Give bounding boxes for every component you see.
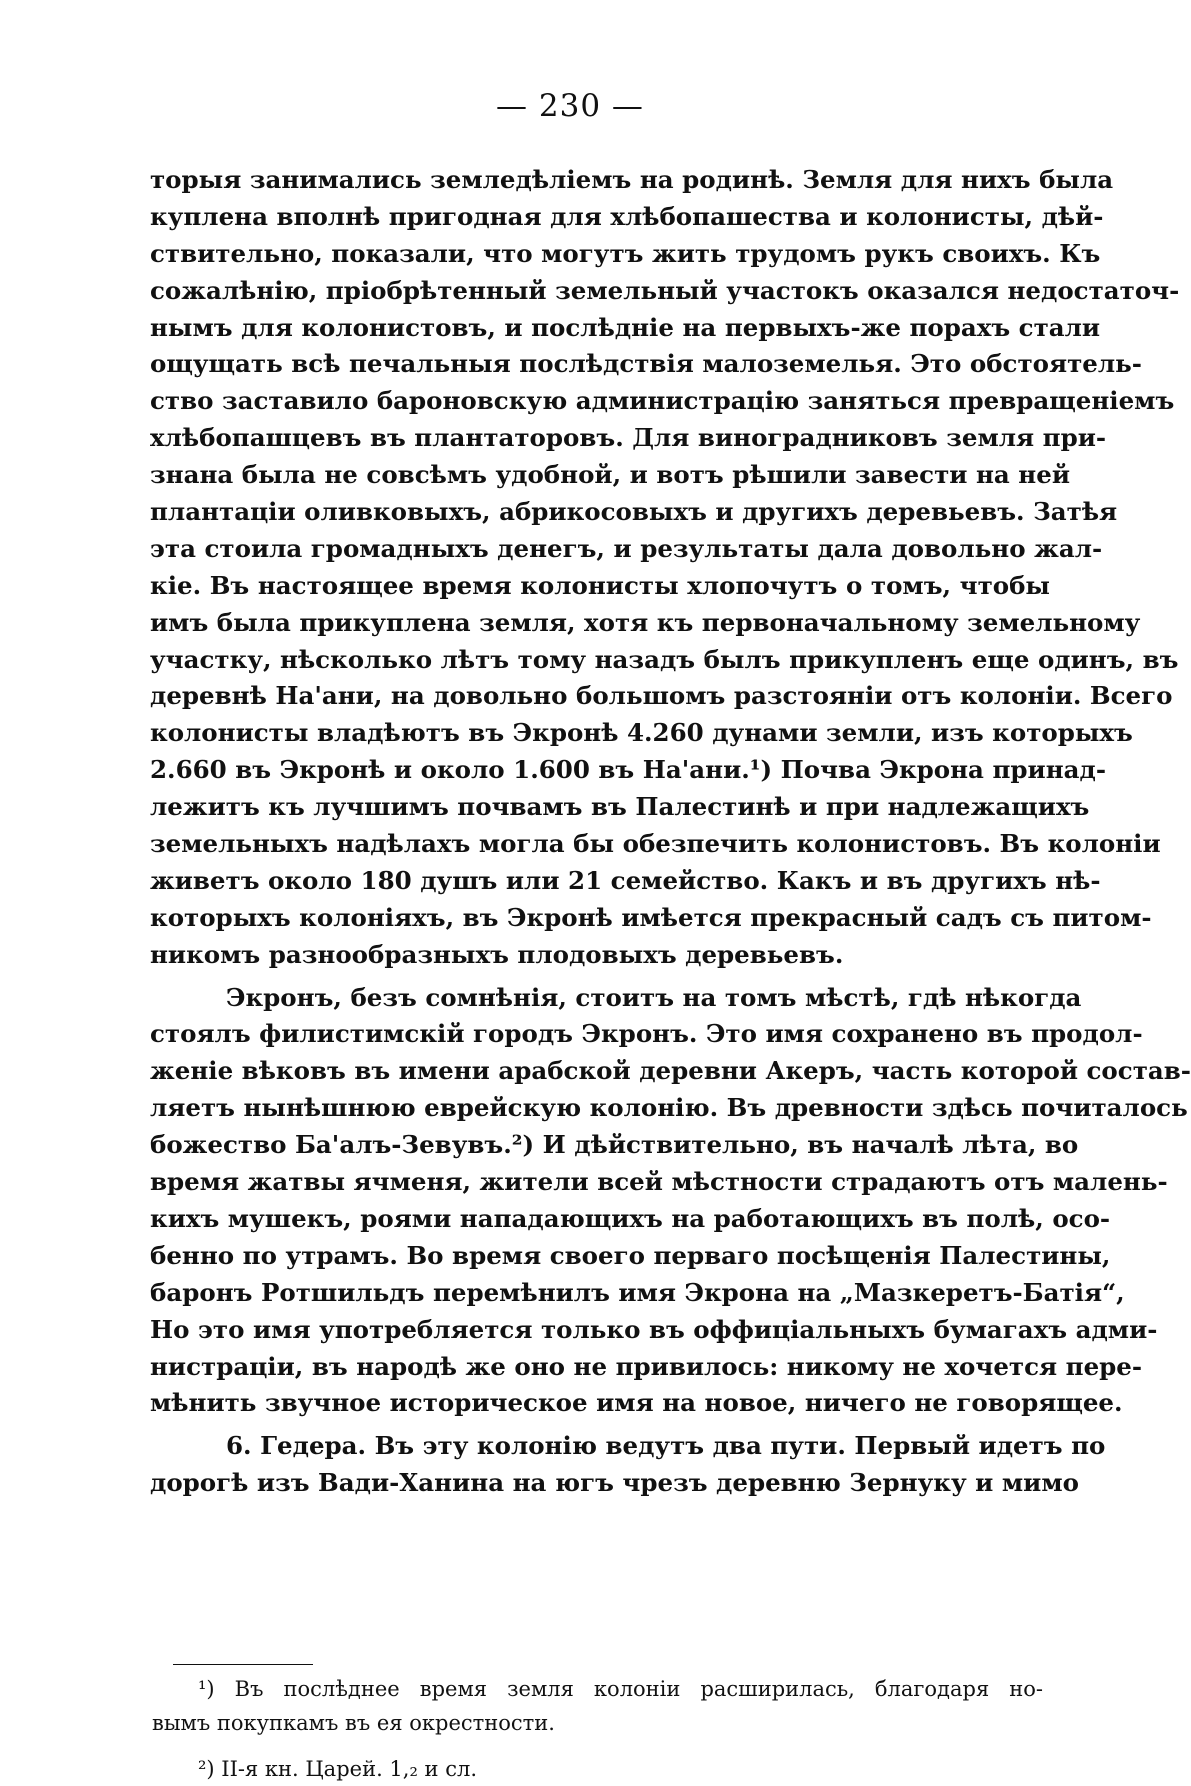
text-line: которыхъ колоніяхъ, въ Экронѣ имѣется прекрасный садъ съ питом- (150, 902, 1152, 932)
text-line: стоялъ филистимскій городъ Экронъ. Это имя сохранено въ продол- (150, 1019, 1143, 1049)
text-line: эта стоила громадныхъ денегъ, и результаты дала довольно жал- (150, 533, 1103, 563)
text-line: женіе вѣковъ въ имени арабской деревни Акеръ, часть которой состав- (150, 1056, 1191, 1086)
footnote-1: ¹) Въ послѣднее время земля колоніи расширилась, благодаря но- (198, 1677, 1043, 1701)
text-line: божество Ба'алъ-Зевувъ.²) И дѣйствительно, въ началѣ лѣта, во (150, 1130, 1079, 1160)
text-line: 6. Гедера. Въ эту колонію ведутъ два пути. Первый идетъ по (226, 1431, 1106, 1461)
text-line: время жатвы ячменя, жители всей мѣстности страдаютъ отъ малень- (150, 1167, 1168, 1197)
text-line: живетъ около 180 душъ или 21 семейство. Какъ и въ другихъ нѣ- (150, 865, 1101, 895)
text-line: Но это имя употребляется только въ оффиціальныхъ бумагахъ адми- (150, 1314, 1158, 1344)
text-line: хлѣбопашцевъ въ плантаторовъ. Для виноградниковъ земля при- (150, 423, 1107, 453)
text-line: участку, нѣсколько лѣтъ тому назадъ былъ прикупленъ еще одинъ, въ (150, 644, 1179, 674)
text-line: нистраціи, въ народѣ же оно не привилось: никому не хочется пере- (150, 1351, 1143, 1381)
text-line: куплена вполнѣ пригодная для хлѣбопашества и колонисты, дѣй- (150, 201, 1104, 231)
text-line: торыя занимались земледѣліемъ на родинѣ. Земля для нихъ была (150, 165, 1114, 194)
text-line: сожалѣнію, пріобрѣтенный земельный участокъ оказался недостаточ- (150, 275, 1180, 305)
text-line: имъ была прикуплена земля, хотя къ первоначальному земельному (150, 607, 1141, 637)
text-line: деревнѣ На'ани, на довольно большомъ разстояніи отъ колоніи. Всего (150, 681, 1173, 711)
main-text (150, 162, 1191, 1502)
text-line: бенно по утрамъ. Во время своего перваго посѣщенія Палестины, (150, 1240, 1111, 1270)
text-line: Экронъ, безъ сомнѣнія, стоитъ на томъ мѣстѣ, гдѣ нѣкогда (226, 982, 1082, 1012)
footnote-1-continuation: вымъ покупкамъ въ ея окрестности. (152, 1711, 555, 1735)
text-line: плантаціи оливковыхъ, абрикосовыхъ и другихъ деревьевъ. Затѣя (150, 497, 1118, 527)
text-line: ство заставило бароновскую администрацію заняться превращеніемъ (150, 386, 1175, 416)
text-line: кихъ мушекъ, роями нападающихъ на работающихъ въ полѣ, осо- (150, 1203, 1111, 1233)
text-line: ляетъ нынѣшнюю еврейскую колонію. Въ древности здѣсь почиталось (150, 1093, 1188, 1123)
text-line: нымъ для колонистовъ, и послѣдніе на первыхъ-же порахъ стали (150, 312, 1101, 342)
text-line: земельныхъ надѣлахъ могла бы обезпечить колонистовъ. Въ колоніи (150, 829, 1161, 859)
footnotes (152, 1672, 1043, 1786)
text-line: колонисты владѣютъ въ Экронѣ 4.260 дунами земли, изъ которыхъ (150, 718, 1133, 748)
text-line: ощущать всѣ печальныя послѣдствія малоземелья. Это обстоятель- (150, 349, 1142, 379)
text-line: никомъ разнообразныхъ плодовыхъ деревьевъ. (150, 939, 844, 969)
text-line: знана была не совсѣмъ удобной, и вотъ рѣшили завести на ней (150, 460, 1070, 490)
text-line: баронъ Ротшильдъ перемѣнилъ имя Экрона на „Мазкеретъ-Батія“, (150, 1277, 1125, 1307)
text-line: кіе. Въ настоящее время колонисты хлопочутъ о томъ, чтобы (150, 570, 1050, 600)
text-line: ствительно, показали, что могутъ жить трудомъ рукъ своихъ. Къ (150, 238, 1101, 268)
page-number: — 230 — (496, 88, 644, 124)
text-line: лежитъ къ лучшимъ почвамъ въ Палестинѣ и при надлежащихъ (150, 792, 1090, 822)
footnote-2: ²) II-я кн. Царей. 1,₂ и сл. (198, 1757, 477, 1781)
footnote-divider (173, 1664, 313, 1665)
text-line: мѣнить звучное историческое имя на новое, ничего не говорящее. (150, 1388, 1123, 1418)
text-line: дорогѣ изъ Вади-Ханина на югъ чрезъ деревню Зернуку и мимо (150, 1468, 1079, 1498)
text-line: 2.660 въ Экронѣ и около 1.600 въ На'ани.¹) Почва Экрона принад- (150, 755, 1107, 785)
